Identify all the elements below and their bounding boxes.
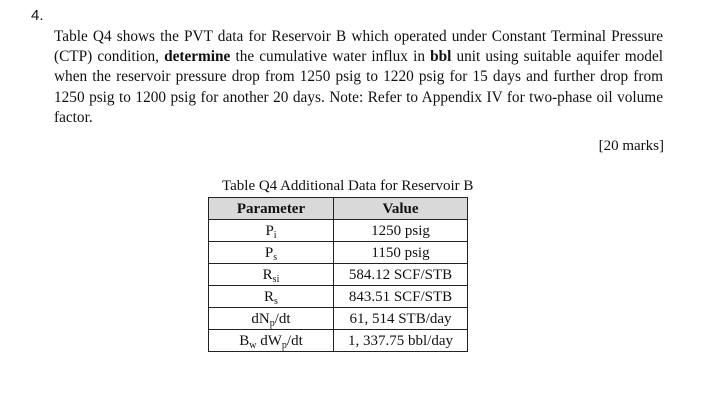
table-row xyxy=(209,308,468,330)
table-row xyxy=(209,264,468,286)
question-number: 4. xyxy=(31,7,44,24)
value-cell: 843.51 SCF/STB xyxy=(334,286,468,308)
parameter-cell: $P_i$ xyxy=(209,220,334,242)
parameter-cell: $R_s$ xyxy=(209,286,334,308)
table-row xyxy=(209,220,468,242)
data-table xyxy=(208,197,468,352)
value-cell: 61, 514 STB/day xyxy=(334,308,468,330)
parameter-cell: $dN_p/dt$ xyxy=(209,308,334,330)
question-text xyxy=(54,27,663,128)
header-parameter: Parameter xyxy=(209,198,334,220)
parameter-cell: $R_{si}$ xyxy=(209,264,334,286)
question-text-part: the cumulative water influx in xyxy=(230,48,431,66)
question-text-bold: determine xyxy=(164,48,231,66)
question-text-part: Table Q4 shows the PVT data for Reservoir B which operated under Constant Terminal Pressure (CTP) condition, xyxy=(54,28,663,66)
table-row xyxy=(209,286,468,308)
table-row xyxy=(209,242,468,264)
value-cell: 1250 psig xyxy=(334,220,468,242)
value-cell: 584.12 SCF/STB xyxy=(334,264,468,286)
marks-label: [20 marks] xyxy=(598,138,664,154)
table-header-row xyxy=(209,198,468,220)
question-text-bold: bbl xyxy=(430,48,452,66)
parameter-cell: $B_w$ $dW_p/dt$ xyxy=(209,330,334,352)
table-caption: Table Q4 Additional Data for Reservoir B xyxy=(222,178,474,194)
value-cell: 1150 psig xyxy=(334,242,468,264)
header-value: Value xyxy=(334,198,468,220)
table-row xyxy=(209,330,468,352)
value-cell: 1, 337.75 bbl/day xyxy=(334,330,468,352)
parameter-cell: $P_s$ xyxy=(209,242,334,264)
question-text-part: unit using suitable aquifer model when the reservoir pressure drop from 1250 psig to 1220 psig for 15 days and further drop from 1250 psig to 1200 psig for another 20 days. Note: Refer to Appendix IV for two-phase oil volume factor. xyxy=(54,48,663,126)
